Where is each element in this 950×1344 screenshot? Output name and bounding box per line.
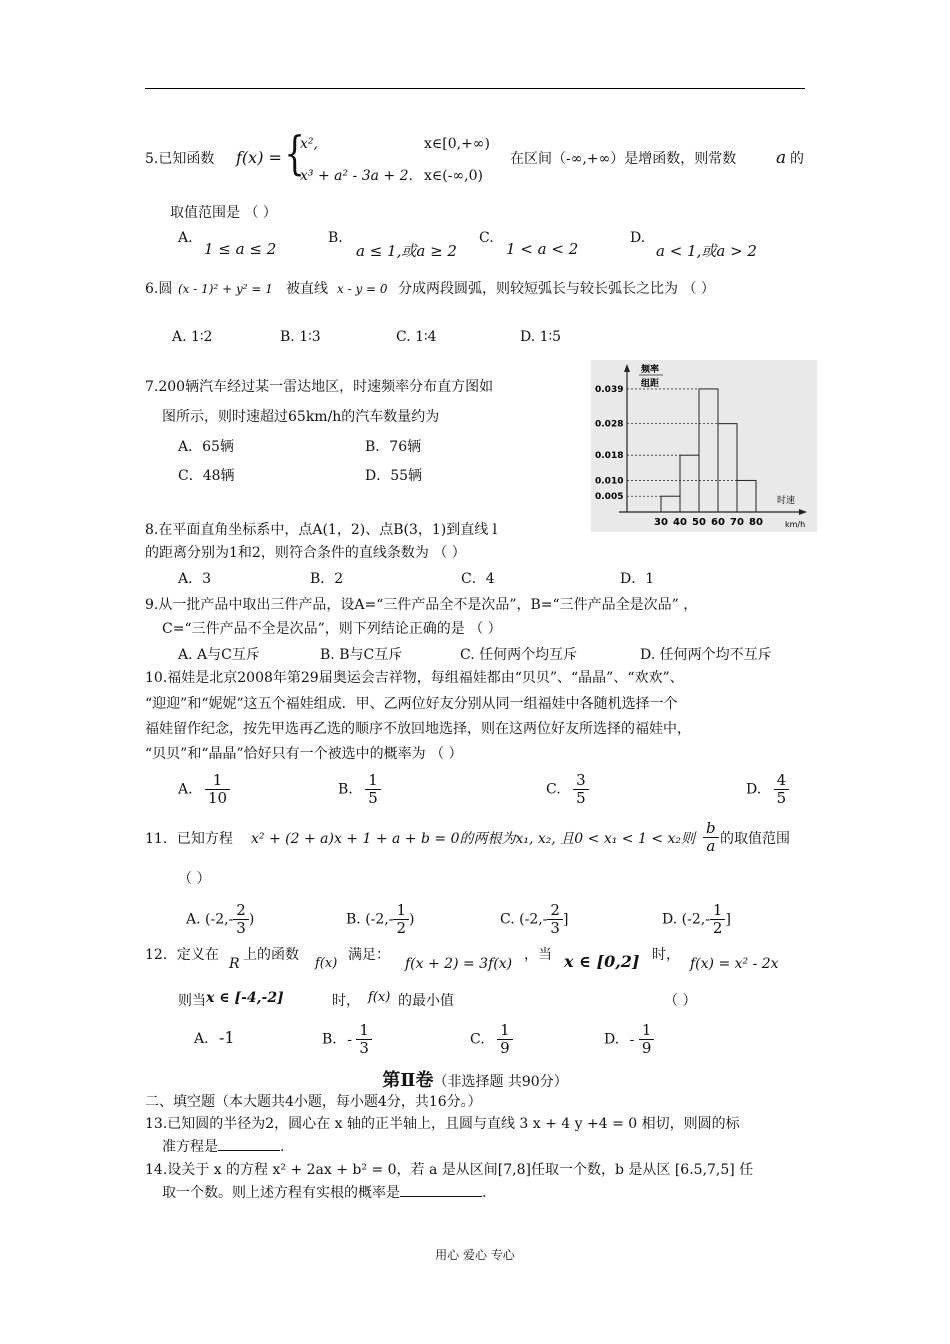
q5-case2-cond: x∈(-∞,0) <box>424 168 483 184</box>
q7-option-c: C．48辆 <box>178 468 235 484</box>
q9-line2: C=“三件产品不全是次品”，则下列结论正确的是 （ ） <box>162 621 502 637</box>
q5-opt-d: a < 1,或a > 2 <box>656 242 757 260</box>
q11-equation: x² + (2 + a)x + 1 + a + b = 0的两根为x₁, x₂, 且0 < x₁ < 1 < x₂则 <box>251 831 696 847</box>
q12-option-b-den: 3 <box>356 1039 372 1057</box>
q10-line4: “贝贝”和“晶晶”恰好只有一个被选中的概率为 （ ） <box>145 746 463 762</box>
histogram-y-tick-4: 0.005 <box>595 492 624 503</box>
q11-option-b-den: 2 <box>393 919 409 937</box>
q5-case2-expr: x³ + a² - 3a + 2. <box>300 168 413 184</box>
q11-option-d <box>662 902 731 937</box>
q10-option-b-den: 5 <box>365 789 381 807</box>
section-2-title-main: 第Ⅱ卷 <box>382 1070 434 1091</box>
q13-line1: 13.已知圆的半径为2，圆心在 x 轴的正半轴上，且圆与直线 3 x + 4 y +4 = 0 相切，则圆的标 <box>145 1116 740 1132</box>
q12-option-b-num: 1 <box>359 1021 369 1039</box>
q11-option-d-den: 2 <box>710 919 726 937</box>
q8-option-c: C．4 <box>461 571 495 587</box>
q12-fx: f(x) <box>315 956 338 971</box>
section-2-title <box>0 1066 950 1092</box>
histogram-svg <box>591 360 817 532</box>
q12-option-c <box>470 1022 513 1057</box>
q11-option-a-den: 3 <box>233 919 249 937</box>
q13-line2-end: . <box>280 1139 285 1155</box>
q7-option-d: D．55辆 <box>365 468 423 484</box>
q11-option-d-label: D. <box>662 911 678 928</box>
q12-text-a: 12．定义在 <box>145 947 219 963</box>
histogram-y-tick-3: 0.010 <box>595 476 624 487</box>
q5-opt-a-label: A. <box>178 230 193 246</box>
histogram-y-tick-0: 0.039 <box>595 384 624 395</box>
q6-text-b: 被直线 <box>286 281 328 297</box>
q12-text-d: ，当 <box>524 947 552 963</box>
q11-option-d-post: ] <box>725 911 731 928</box>
q5-opt-c: 1 < a < 2 <box>506 240 579 258</box>
q9-option-d: D. 任何两个均不互斥 <box>640 647 772 663</box>
q10-line2: “迎迎”和“妮妮”这五个福娃组成．甲、乙两位好友分别从同一组福娃中各随机选择一个 <box>145 696 678 712</box>
x-unit: km/h <box>785 520 806 529</box>
q10-option-b <box>338 772 381 807</box>
q6-circle: (x - 1)² + y² = 1 <box>178 282 273 296</box>
q13-answer-blank[interactable] <box>218 1150 280 1151</box>
q14-line2 <box>162 1183 486 1203</box>
histogram-x-tick-30: 30 <box>654 517 668 528</box>
q12-line2-paren: （ ） <box>664 993 697 1009</box>
q6-text-a: 6.圆 <box>145 281 173 297</box>
q12-cond: f(x + 2) = 3f(x) <box>405 956 513 972</box>
y-label-bottom: 组距 <box>641 379 660 389</box>
histogram-x-tick-40: 40 <box>673 517 687 528</box>
y-label-top: 频率 <box>641 365 660 375</box>
q12-R: R <box>229 956 240 972</box>
q6-option-b: B. 1∶3 <box>280 329 321 345</box>
q12-line2-b: 时， <box>332 993 360 1009</box>
q11-option-a-num: 2 <box>236 901 246 919</box>
q12-option-d <box>604 1022 654 1057</box>
q10-option-c-label: C. <box>546 781 561 798</box>
q9-line1: 9.从一批产品中取出三件产品，设A=“三件产品全不是次品”，B=“三件产品全是次品” ， <box>145 597 698 613</box>
q14-line2-text: 取一个数。则上述方程有实根的概率是 <box>162 1185 400 1201</box>
histogram-x-tick-50: 50 <box>692 517 706 528</box>
q11-option-c-den: 3 <box>547 919 563 937</box>
q10-option-a-num: 1 <box>212 771 223 789</box>
q5-text-b: 在区间（-∞,+∞）是增函数，则常数 <box>510 151 737 167</box>
histogram-x-tick-60: 60 <box>711 517 725 528</box>
q12-line2-interval: x ∈ [-4,-2] <box>206 990 284 1006</box>
q11-option-d-num: 1 <box>712 901 723 919</box>
q6-option-c: C. 1∶4 <box>396 329 437 345</box>
q5-case1-expr: x², <box>300 136 318 152</box>
q14-line2-end: . <box>482 1185 487 1201</box>
q5-case1-cond: x∈[0,+∞) <box>424 136 490 152</box>
q11-option-a-pre: (-2,- <box>205 911 234 928</box>
q8-line1: 8.在平面直角坐标系中，点A(1，2)、点B(3，1)到直线 l <box>145 522 498 538</box>
q12-def: f(x) = x² - 2x <box>690 956 779 972</box>
q12-option-b <box>322 1022 372 1057</box>
histogram-bar-40-50 <box>680 455 699 512</box>
q11-text-b: 的取值范围 <box>720 831 790 847</box>
q12-option-c-den: 9 <box>497 1039 513 1057</box>
q11-text-a: 11．已知方程 <box>145 831 233 847</box>
q14-answer-blank[interactable] <box>400 1196 482 1197</box>
page-footer: 用心 爱心 专心 <box>435 1248 515 1262</box>
q11-option-b-label: B. <box>346 911 361 928</box>
q8-option-b: B．2 <box>310 571 344 587</box>
q10-option-d-label: D. <box>746 781 762 798</box>
q10-option-b-label: B. <box>338 781 353 798</box>
q12-option-b-sign: - <box>347 1031 352 1048</box>
q5-opt-c-label: C. <box>479 230 494 246</box>
q12-option-c-num: 1 <box>500 1021 510 1039</box>
q5-opt-b: a ≤ 1,或a ≥ 2 <box>356 242 457 260</box>
q12-text-c: 满足： <box>348 947 390 963</box>
q11-option-c-label: C. <box>500 911 515 928</box>
q5-opt-d-label: D. <box>630 230 646 246</box>
q12-line2-a: 则当 <box>178 993 206 1009</box>
q10-option-b-num: 1 <box>368 771 378 789</box>
q11-option-a-post: ) <box>248 911 255 928</box>
x-label: 时速 <box>777 496 796 506</box>
q9-option-c: C. 任何两个均互斥 <box>460 647 578 663</box>
q7-option-a: A．65辆 <box>178 439 234 455</box>
q5-func: f(x) = <box>236 148 282 167</box>
q10-option-d-den: 5 <box>774 789 790 807</box>
q10-option-c <box>546 772 589 807</box>
q6-option-d: D. 1∶5 <box>520 329 562 345</box>
q12-text-b: 上的函数 <box>243 947 299 963</box>
histogram-x-tick-80: 80 <box>749 517 763 528</box>
q10-option-a-den: 10 <box>205 789 230 807</box>
q14-line1: 14.设关于 x 的方程 x² + 2ax + b² = 0，若 a 是从区间[7,8]任取一个数，b 是从区 [6.5,7,5] 任 <box>145 1162 754 1178</box>
q11-fraction <box>703 820 719 855</box>
q11-option-b-num: 1 <box>396 901 407 919</box>
q8-option-a: A．3 <box>178 571 212 587</box>
q12-line2-c: 的最小值 <box>398 993 454 1009</box>
q12-option-d-num: 1 <box>641 1021 652 1039</box>
frequency-histogram <box>591 360 817 532</box>
q7-option-b: B．76辆 <box>365 439 422 455</box>
q5-text-c: 的 <box>790 151 804 167</box>
q10-option-a <box>178 772 230 807</box>
q12-interval: x ∈ [0,2] <box>564 952 640 971</box>
q6-text-c: 分成两段圆弧，则较短弧长与较长弧长之比为 （ ） <box>398 281 715 297</box>
q5-opt-b-label: B. <box>328 230 343 246</box>
q12-option-d-den: 9 <box>639 1039 655 1057</box>
q11-line2: （ ） <box>178 871 211 887</box>
q11-option-c <box>500 902 568 937</box>
histogram-bar-70-80 <box>737 480 756 512</box>
q12-text-e: 时， <box>652 947 680 963</box>
q13-line2-text: 准方程是 <box>162 1139 218 1155</box>
q10-line1: 10.福娃是北京2008年第29届奥运会吉祥物，每组福娃都由“贝贝”、“晶晶”、“欢欢”、 <box>145 670 684 686</box>
q6-option-a: A. 1∶2 <box>172 329 213 345</box>
q12-option-d-label: D. <box>604 1031 620 1048</box>
q5-brace: { <box>284 126 305 180</box>
q11-option-b <box>346 902 415 937</box>
q5-text-a: 5.已知函数 <box>145 151 215 167</box>
q5-var-a: a <box>776 148 787 168</box>
q10-option-d-num: 4 <box>776 771 787 789</box>
q10-option-a-label: A. <box>178 781 193 798</box>
q6-line-eq: x - y = 0 <box>337 282 388 296</box>
q12-option-b-label: B. <box>322 1031 337 1048</box>
histogram-x-tick-70: 70 <box>730 517 744 528</box>
q12-option-c-label: C. <box>470 1031 485 1048</box>
q13-line2 <box>162 1137 284 1157</box>
q10-option-d <box>746 772 789 807</box>
q9-option-a: A. A与C互斥 <box>178 647 260 663</box>
histogram-bar-50-60 <box>699 389 718 512</box>
y-axis-arrow <box>624 364 630 372</box>
q12-option-a <box>194 1028 235 1049</box>
histogram-bar-30-40 <box>661 496 680 512</box>
q11-option-b-post: ) <box>409 911 415 928</box>
q5-line2: 取值范围是 （ ） <box>170 205 277 221</box>
q5-opt-a: 1 ≤ a ≤ 2 <box>204 240 277 258</box>
x-axis-arrow <box>799 509 807 515</box>
q11-frac-den: a <box>703 837 719 855</box>
q10-option-c-den: 5 <box>573 789 589 807</box>
section-2-subtitle: （非选择题 共90分） <box>433 1074 568 1090</box>
q11-option-c-pre: (-2,- <box>519 911 548 928</box>
q7-line2: 图所示，则时速超过65km/h的汽车数量约为 <box>162 409 440 425</box>
histogram-y-tick-2: 0.018 <box>595 451 624 462</box>
q8-line2: 的距离分别为1和2，则符合条件的直线条数为 （ ） <box>145 545 466 561</box>
histogram-y-tick-1: 0.028 <box>595 419 624 430</box>
q11-option-c-post: ] <box>562 911 569 928</box>
q11-frac-num: b <box>706 819 716 837</box>
q10-line3: 福娃留作纪念，按先甲选再乙选的顺序不放回地选择，则在这两位好友所选择的福娃中， <box>145 721 691 737</box>
q11-option-a-label: A. <box>186 911 201 928</box>
q12-option-d-sign: - <box>629 1031 635 1048</box>
histogram-bar-60-70 <box>718 424 737 512</box>
q11-option-c-num: 2 <box>550 901 560 919</box>
q12-line2-fx: f(x) <box>368 990 391 1005</box>
q12-option-a-value: -1 <box>219 1028 235 1047</box>
q9-option-b: B. B与C互斥 <box>320 647 403 663</box>
q12-option-a-label: A. <box>194 1031 209 1047</box>
q7-line1: 7.200辆汽车经过某一雷达地区，时速频率分布直方图如 <box>145 379 494 395</box>
q11-option-b-pre: (-2,- <box>365 911 394 928</box>
q8-option-d: D．1 <box>620 571 655 587</box>
section-2-heading: 二、填空题（本大题共4小题，每小题4分，共16分。） <box>145 1094 482 1110</box>
q10-option-c-num: 3 <box>576 771 586 789</box>
header-rule <box>145 88 805 89</box>
q11-option-d-pre: (-2,- <box>681 911 710 928</box>
q11-option-a <box>186 902 254 937</box>
